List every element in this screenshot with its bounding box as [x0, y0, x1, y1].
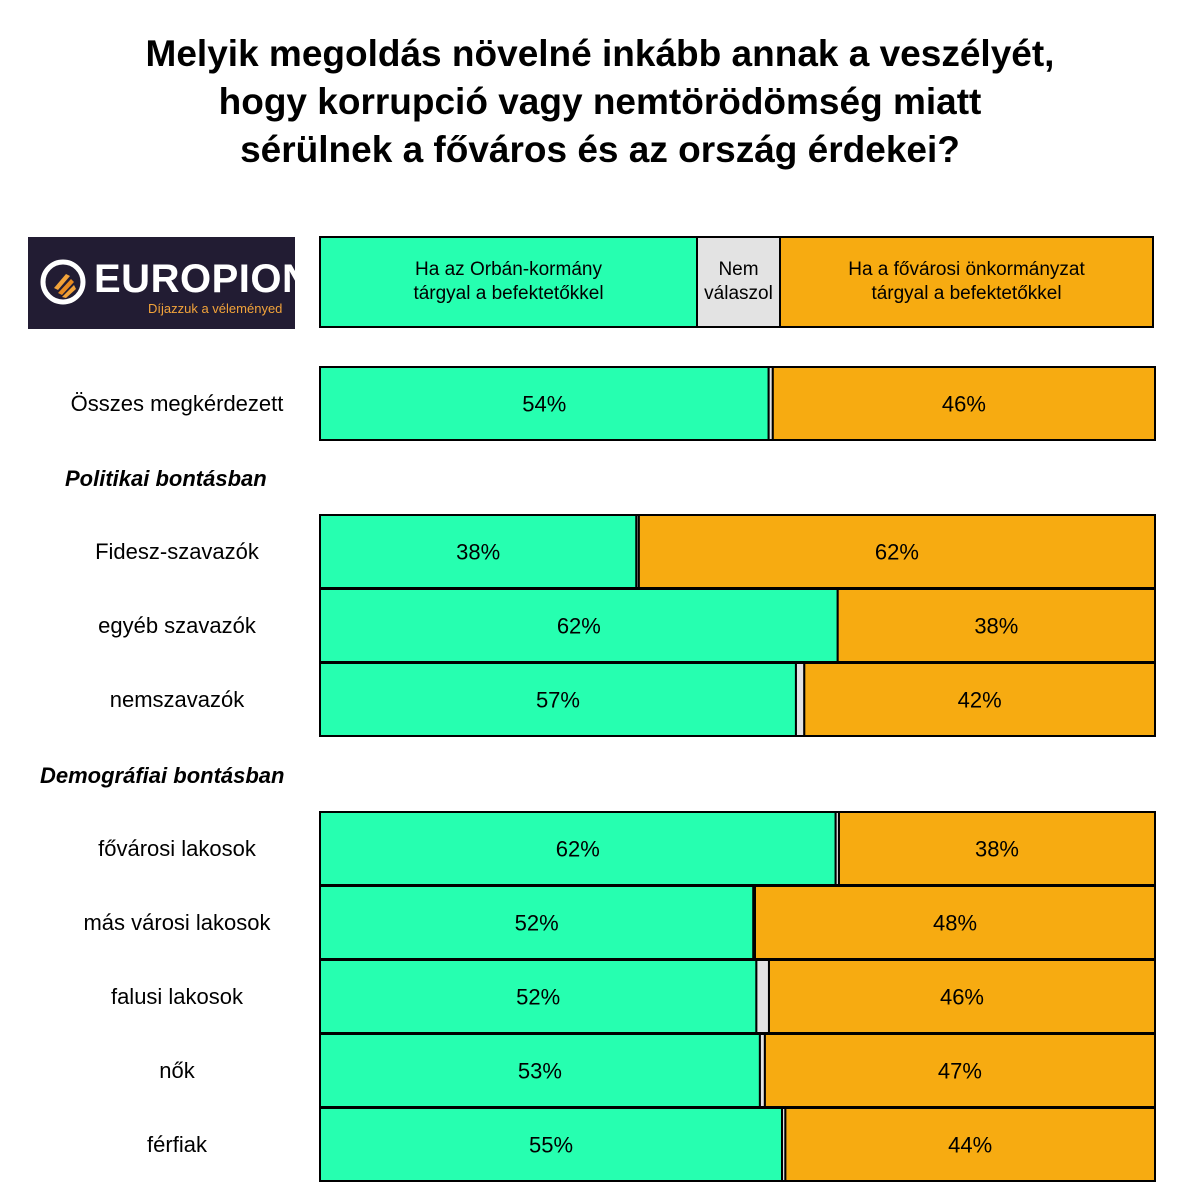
bar-label-orban: 52% — [514, 910, 559, 936]
title-line-1: Melyik megoldás növelné inkább annak a veszélyét, — [145, 33, 1055, 74]
row-label: falusi lakosok — [110, 983, 244, 1009]
legend-orban-line-1: Ha az Orbán-kormány — [415, 259, 602, 280]
bar-label-capital: 47% — [937, 1058, 982, 1084]
logo-name: EUROPION — [94, 257, 312, 301]
logo-tagline: Díjazzuk a véleményed — [148, 301, 283, 316]
row-label: nemszavazók — [109, 686, 245, 712]
row-label: fővárosi lakosok — [98, 835, 256, 861]
bar-label-orban: 38% — [456, 539, 501, 565]
bar-label-capital: 44% — [948, 1132, 993, 1158]
legend-capital-line-2: tárgyal a befektetőkkel — [871, 283, 1062, 304]
bar-label-orban: 53% — [517, 1058, 562, 1084]
bar-label-capital: 46% — [939, 984, 985, 1010]
bar-label-orban: 52% — [516, 984, 561, 1010]
bar-label-orban: 57% — [535, 687, 580, 713]
bar-label-capital: 42% — [957, 687, 1002, 713]
bar-label-capital: 46% — [941, 391, 986, 417]
row-label: egyéb szavazók — [98, 612, 256, 638]
bar-label-orban: 54% — [522, 391, 567, 417]
bar-label-orban: 62% — [555, 836, 600, 862]
row-label: Fidesz-szavazók — [95, 538, 259, 564]
row-label: férfiak — [147, 1131, 207, 1157]
legend-no-answer-line-2: válaszol — [704, 283, 773, 304]
bar-label-orban: 55% — [528, 1132, 574, 1158]
section-political: Politikai bontásban — [65, 466, 267, 491]
bar-label-capital: 38% — [974, 613, 1019, 639]
bar-label-capital: 62% — [874, 539, 919, 565]
row-label: Összes megkérdezett — [70, 390, 284, 416]
bar-segment-no-answer — [796, 663, 804, 736]
bar-label-capital: 48% — [932, 910, 978, 936]
row-label: nők — [159, 1057, 195, 1083]
legend-orban-line-2: tárgyal a befektetőkkel — [413, 283, 604, 304]
legend-no-answer-line-1: Nem — [718, 259, 759, 280]
row-label: más városi lakosok — [83, 909, 271, 935]
bar-label-capital: 38% — [974, 836, 1020, 862]
title-line-2: hogy korrupció vagy nemtörödömség miatt — [218, 81, 982, 122]
legend-capital-line-1: Ha a fővárosi önkormányzat — [848, 259, 1085, 280]
bar-label-orban: 62% — [556, 613, 601, 639]
bar-segment-no-answer — [756, 960, 769, 1033]
title-line-3: sérülnek a főváros és az ország érdekei? — [240, 129, 960, 170]
section-demographic: Demográfiai bontásban — [40, 763, 285, 788]
